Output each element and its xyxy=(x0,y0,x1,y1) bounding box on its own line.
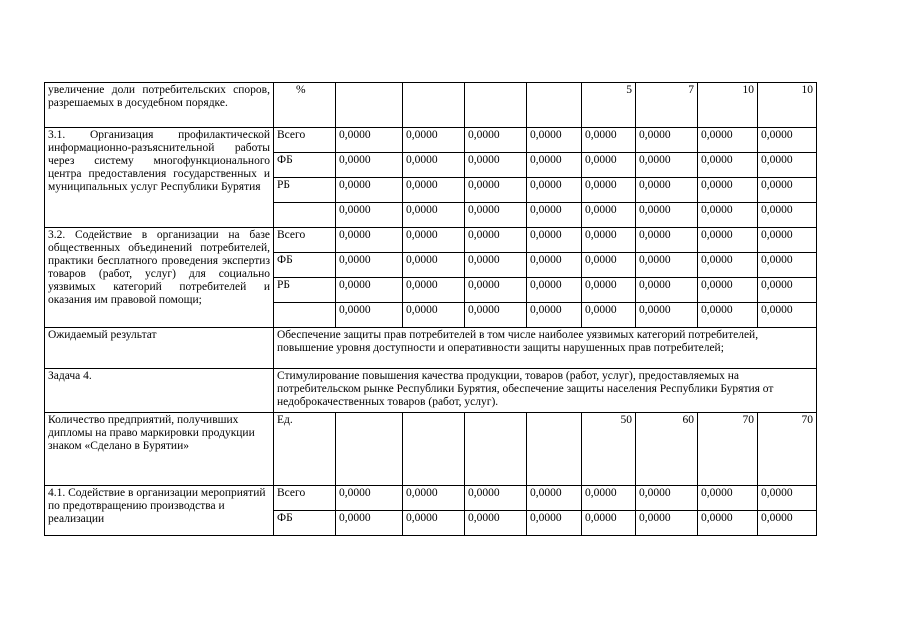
value-cell xyxy=(336,413,403,486)
value-cell: 60 xyxy=(636,413,698,486)
value-cell: 0,0000 xyxy=(336,153,403,178)
value-cell xyxy=(527,83,582,128)
value-cell: 0,0000 xyxy=(336,178,403,203)
value-cell: 0,0000 xyxy=(465,511,527,536)
value-cell: 0,0000 xyxy=(698,203,758,228)
value-cell: 0,0000 xyxy=(758,253,817,278)
value-cell: 0,0000 xyxy=(636,253,698,278)
value-cell: 0,0000 xyxy=(527,511,582,536)
value-cell: 0,0000 xyxy=(698,278,758,303)
task-text: Стимулирование повышения качества продукции, товаров (работ, услуг), предоставляемых на потребительском рынке Республики Бурятия, обеспечение защиты населения Республики Бурятия от недоброкачественных товаров (работ, услуг). xyxy=(274,369,817,413)
value-cell: 0,0000 xyxy=(403,153,465,178)
value-cell: 70 xyxy=(758,413,817,486)
value-cell: 0,0000 xyxy=(582,253,636,278)
program-table xyxy=(44,82,817,536)
table-row xyxy=(45,369,817,413)
unit-cell: % xyxy=(274,83,336,128)
value-cell: 0,0000 xyxy=(403,278,465,303)
unit-cell: Ед. xyxy=(274,413,336,486)
value-cell: 0,0000 xyxy=(636,153,698,178)
value-cell: 0,0000 xyxy=(636,128,698,153)
table-row xyxy=(45,328,817,369)
value-cell: 0,0000 xyxy=(582,228,636,253)
value-cell: 0,0000 xyxy=(636,278,698,303)
value-cell: 0,0000 xyxy=(527,278,582,303)
value-cell: 0,0000 xyxy=(758,486,817,511)
value-cell: 0,0000 xyxy=(582,486,636,511)
activity-description: 3.1. Организация профилактической информационно-разъяснительной работы через систему многофункционального центра предоставления государственных и муниципальных услуг Республики Бурятия xyxy=(45,128,274,228)
value-cell xyxy=(336,83,403,128)
value-cell: 0,0000 xyxy=(465,203,527,228)
value-cell: 0,0000 xyxy=(527,203,582,228)
value-cell: 0,0000 xyxy=(527,486,582,511)
value-cell: 0,0000 xyxy=(336,253,403,278)
value-cell: 0,0000 xyxy=(758,511,817,536)
funding-label: ФБ xyxy=(274,153,336,178)
funding-label: Всего xyxy=(274,128,336,153)
value-cell: 0,0000 xyxy=(582,511,636,536)
value-cell: 0,0000 xyxy=(636,203,698,228)
value-cell: 0,0000 xyxy=(336,303,403,328)
task-label: Задача 4. xyxy=(45,369,274,413)
value-cell: 0,0000 xyxy=(527,253,582,278)
value-cell: 0,0000 xyxy=(336,486,403,511)
indicator-description: Количество предприятий, получивших дипломы на право маркировки продукции знаком «Сделано в Бурятии» xyxy=(45,413,274,486)
funding-label: Всего xyxy=(274,228,336,253)
value-cell: 0,0000 xyxy=(465,278,527,303)
value-cell xyxy=(403,83,465,128)
table-row xyxy=(45,83,817,128)
value-cell xyxy=(403,413,465,486)
value-cell: 0,0000 xyxy=(758,128,817,153)
value-cell: 0,0000 xyxy=(698,486,758,511)
value-cell: 0,0000 xyxy=(582,178,636,203)
value-cell: 0,0000 xyxy=(403,303,465,328)
value-cell: 0,0000 xyxy=(698,153,758,178)
value-cell: 0,0000 xyxy=(527,178,582,203)
value-cell xyxy=(465,83,527,128)
value-cell: 10 xyxy=(698,83,758,128)
value-cell: 0,0000 xyxy=(698,303,758,328)
value-cell: 0,0000 xyxy=(527,128,582,153)
value-cell: 0,0000 xyxy=(758,278,817,303)
value-cell: 0,0000 xyxy=(465,303,527,328)
value-cell: 7 xyxy=(636,83,698,128)
value-cell: 0,0000 xyxy=(527,153,582,178)
table-row xyxy=(45,413,817,486)
value-cell: 0,0000 xyxy=(336,278,403,303)
value-cell: 0,0000 xyxy=(465,128,527,153)
value-cell: 0,0000 xyxy=(698,253,758,278)
value-cell: 0,0000 xyxy=(465,153,527,178)
value-cell: 0,0000 xyxy=(336,203,403,228)
value-cell: 0,0000 xyxy=(403,511,465,536)
value-cell: 0,0000 xyxy=(403,203,465,228)
value-cell: 0,0000 xyxy=(698,128,758,153)
value-cell xyxy=(465,413,527,486)
table-row xyxy=(45,128,817,153)
funding-label: РБ xyxy=(274,178,336,203)
value-cell: 0,0000 xyxy=(758,303,817,328)
value-cell: 0,0000 xyxy=(465,253,527,278)
expected-result-text: Обеспечение защиты прав потребителей в том числе наиболее уязвимых категорий потребителей, повышение уровня доступности и оперативности защиты нарушенных прав потребителей; xyxy=(274,328,817,369)
value-cell: 0,0000 xyxy=(582,278,636,303)
value-cell: 0,0000 xyxy=(582,128,636,153)
value-cell: 0,0000 xyxy=(582,303,636,328)
funding-label: ФБ xyxy=(274,253,336,278)
value-cell: 0,0000 xyxy=(698,228,758,253)
table-row xyxy=(45,486,817,511)
value-cell: 0,0000 xyxy=(465,178,527,203)
value-cell: 0,0000 xyxy=(336,511,403,536)
value-cell: 0,0000 xyxy=(636,486,698,511)
value-cell: 0,0000 xyxy=(758,153,817,178)
value-cell: 0,0000 xyxy=(527,303,582,328)
value-cell: 0,0000 xyxy=(403,253,465,278)
value-cell: 0,0000 xyxy=(336,128,403,153)
value-cell: 0,0000 xyxy=(582,153,636,178)
value-cell: 0,0000 xyxy=(582,203,636,228)
value-cell: 0,0000 xyxy=(403,228,465,253)
funding-label: РБ xyxy=(274,278,336,303)
table-row xyxy=(45,228,817,253)
value-cell: 5 xyxy=(582,83,636,128)
funding-label: Всего xyxy=(274,486,336,511)
indicator-description: увеличение доли потребительских споров, разрешаемых в досудебном порядке. xyxy=(45,83,274,128)
value-cell: 0,0000 xyxy=(698,511,758,536)
value-cell: 0,0000 xyxy=(636,303,698,328)
value-cell: 0,0000 xyxy=(403,486,465,511)
funding-label xyxy=(274,203,336,228)
value-cell: 0,0000 xyxy=(758,228,817,253)
value-cell: 0,0000 xyxy=(636,511,698,536)
value-cell: 0,0000 xyxy=(336,228,403,253)
value-cell: 10 xyxy=(758,83,817,128)
value-cell: 70 xyxy=(698,413,758,486)
activity-description: 3.2. Содействие в организации на базе общественных объединений потребителей, практики бесплатного проведения экспертиз товаров (работ, услуг) для социально уязвимых категорий потребителей и оказания им правовой помощи; xyxy=(45,228,274,328)
value-cell: 0,0000 xyxy=(465,486,527,511)
value-cell: 0,0000 xyxy=(403,178,465,203)
value-cell: 50 xyxy=(582,413,636,486)
expected-result-label: Ожидаемый результат xyxy=(45,328,274,369)
value-cell: 0,0000 xyxy=(698,178,758,203)
value-cell: 0,0000 xyxy=(758,178,817,203)
value-cell: 0,0000 xyxy=(527,228,582,253)
value-cell: 0,0000 xyxy=(465,228,527,253)
value-cell: 0,0000 xyxy=(758,203,817,228)
funding-label: ФБ xyxy=(274,511,336,536)
value-cell: 0,0000 xyxy=(403,128,465,153)
value-cell xyxy=(527,413,582,486)
value-cell: 0,0000 xyxy=(636,178,698,203)
funding-label xyxy=(274,303,336,328)
document-page xyxy=(44,82,816,536)
activity-description: 4.1. Содействие в организации мероприятий по предотвращению производства и реализации xyxy=(45,486,274,536)
table-body xyxy=(45,83,817,536)
value-cell: 0,0000 xyxy=(636,228,698,253)
